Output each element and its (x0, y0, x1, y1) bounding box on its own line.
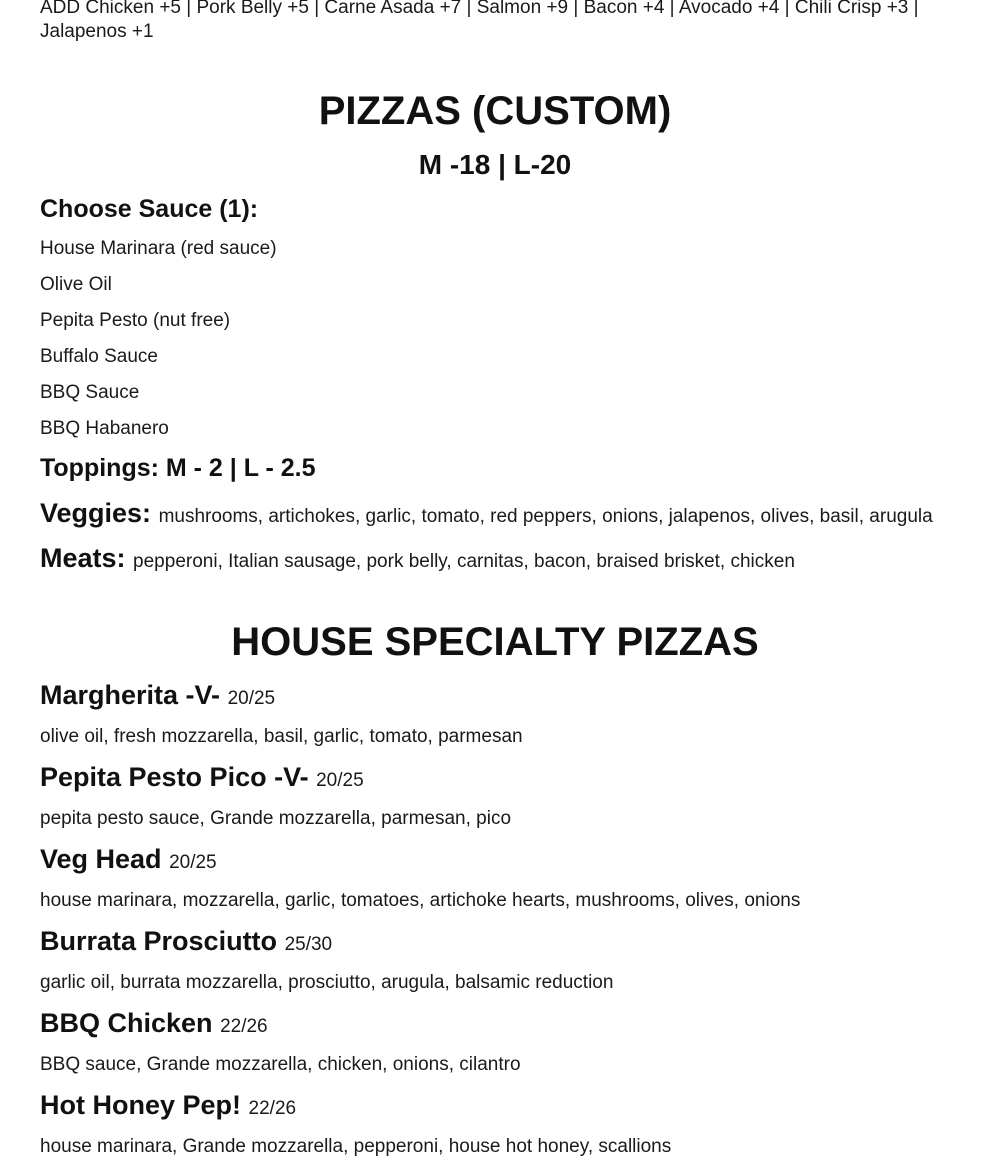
sauce-item: BBQ Habanero (40, 418, 169, 439)
pizza-name: Hot Honey Pep! (40, 1090, 242, 1120)
pizza-name: Veg Head (40, 844, 162, 874)
specialty-pizzas-title: HOUSE SPECIALTY PIZZAS (231, 620, 759, 664)
veggies-list: mushrooms, artichokes, garlic, tomato, red peppers, onions, jalapenos, olives, basil, arugula (158, 506, 933, 527)
pizza-description: olive oil, fresh mozzarella, basil, garlic, tomato, parmesan (40, 726, 523, 747)
sauce-item: BBQ Sauce (40, 382, 140, 403)
sauce-item: Pepita Pesto (nut free) (40, 310, 231, 331)
pizza-description: pepita pesto sauce, Grande mozzarella, parmesan, pico (40, 808, 512, 829)
pizza-price: 20/25 (227, 688, 276, 709)
pizza-description: garlic oil, burrata mozzarella, prosciutto, arugula, balsamic reduction (40, 972, 614, 993)
meats-row (40, 542, 795, 578)
sauce-item: Olive Oil (40, 274, 112, 295)
pizza-price: 20/25 (169, 852, 217, 873)
meats-label: Meats: (40, 543, 126, 573)
pizza-item (40, 679, 275, 715)
pizza-price: 25/30 (284, 934, 333, 955)
pizza-item (40, 761, 364, 797)
pizza-price: 22/26 (220, 1016, 268, 1037)
pizza-name: Burrata Prosciutto (40, 926, 278, 956)
pizza-description: house marinara, mozzarella, garlic, tomatoes, artichoke hearts, mushrooms, olives, onions (40, 890, 801, 911)
pizza-item (40, 843, 217, 879)
veggies-row (40, 497, 933, 533)
custom-pizzas-price: M -18 | L-20 (418, 149, 572, 180)
sauce-heading: Choose Sauce (1): (40, 195, 259, 223)
pizza-name: BBQ Chicken (40, 1008, 213, 1038)
pizza-price: 20/25 (316, 770, 364, 791)
pizza-price: 22/26 (248, 1098, 297, 1119)
toppings-heading: Toppings: M - 2 | L - 2.5 (40, 454, 316, 482)
veggies-label: Veggies: (40, 498, 152, 528)
pizza-item (40, 1007, 268, 1043)
custom-pizzas-title: PIZZAS (CUSTOM) (318, 89, 672, 133)
pizza-item (40, 1089, 296, 1125)
pizza-description: BBQ sauce, Grande mozzarella, chicken, onions, cilantro (40, 1054, 521, 1075)
pizza-item (40, 925, 332, 961)
pizza-description: house marinara, Grande mozzarella, pepperoni, house hot honey, scallions (40, 1136, 672, 1157)
pizza-name: Margherita -V- (40, 680, 221, 710)
sauce-item: House Marinara (red sauce) (40, 238, 277, 259)
meats-list: pepperoni, Italian sausage, pork belly, carnitas, bacon, braised brisket, chicken (133, 551, 795, 572)
sauce-item: Buffalo Sauce (40, 346, 158, 367)
pizza-name: Pepita Pesto Pico -V- (40, 762, 309, 792)
add-ons-line: ADD Chicken +5 | Pork Belly +5 | Carne Asada +7 | Salmon +9 | Bacon +4 | Avocado +4 | Chili Crisp +3 | Jalapenos +1 (40, 0, 919, 42)
